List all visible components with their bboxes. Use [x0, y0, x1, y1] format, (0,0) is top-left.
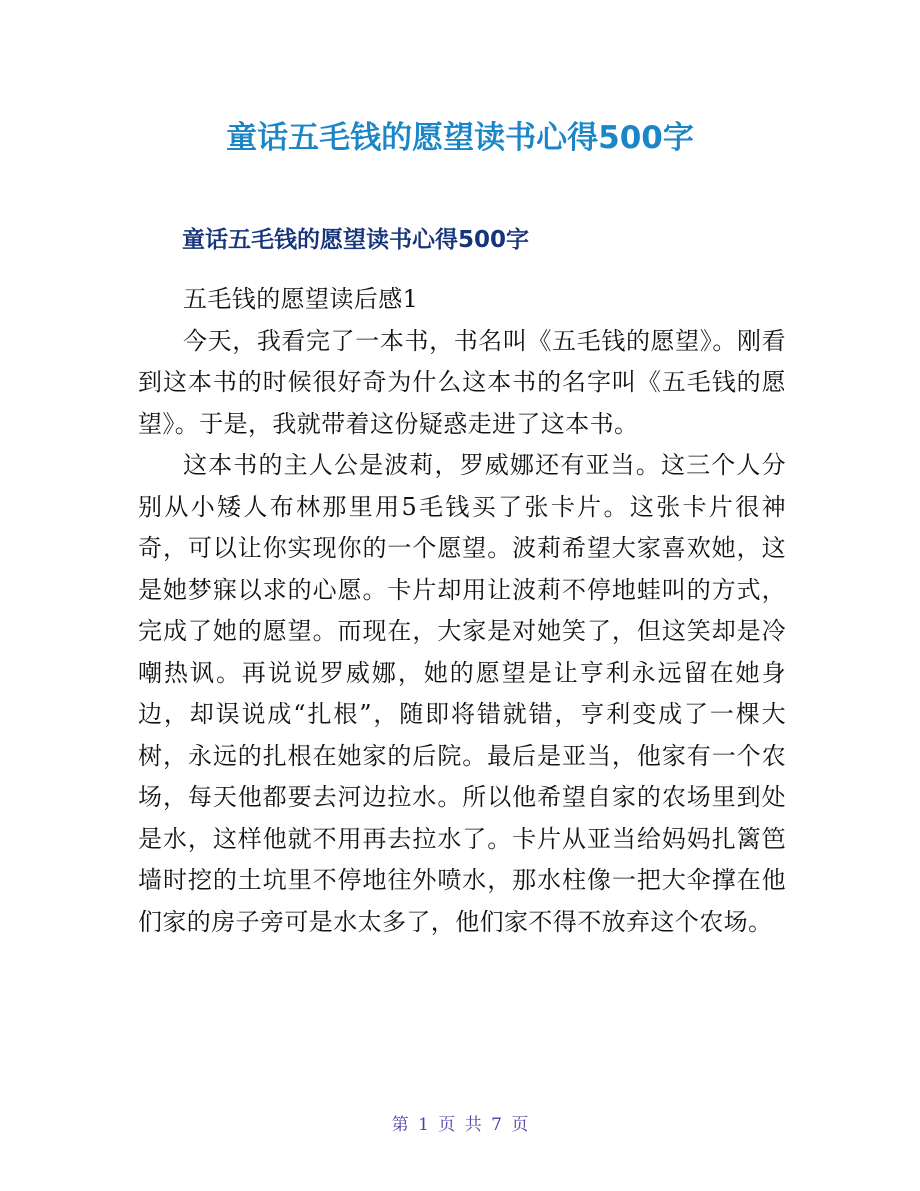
page-footer: 第 1 页 共 7 页	[391, 1115, 529, 1135]
document-subtitle: 童话五毛钱的愿望读书心得500字	[182, 227, 530, 253]
body-paragraph: 这本书的主人公是波莉，罗威娜还有亚当。这三个人分别从小矮人布林那里用5毛钱买了张卡片。这张卡片很神奇，可以让你实现你的一个愿望。波莉希望大家喜欢她，这是她梦寐以求的心愿。卡片却用让波莉不停地蛙叫的方式，完成了她的愿望。而现在，大家是对她笑了，但这笑却是冷嘲热讽。再说说罗威娜，她的愿望是让亨利永远留在她身边，却误说成“扎根”，随即将错就错，亨利变成了一棵大树，永远的扎根在她家的后院。最后是亚当，他家有一个农场，每天他都要去河边拉水。所以他希望自家的农场里到处是水，这样他就不用再去拉水了。卡片从亚当给妈妈扎篱笆墙时挖的土坑里不停地往外喷水，那水柱像一把大伞撑在他们家的房子旁可是水太多了，他们家不得不放弃这个农场。	[138, 451, 786, 936]
body-paragraph: 今天，我看完了一本书，书名叫《五毛钱的愿望》。刚看到这本书的时候很好奇为什么这本书的名字叫《五毛钱的愿望》。于是，我就带着这份疑惑走进了这本书。	[138, 326, 786, 438]
body-paragraph: 五毛钱的愿望读后感1	[183, 285, 419, 313]
document-title: 童话五毛钱的愿望读书心得500字	[226, 120, 694, 156]
document-body	[138, 279, 786, 943]
